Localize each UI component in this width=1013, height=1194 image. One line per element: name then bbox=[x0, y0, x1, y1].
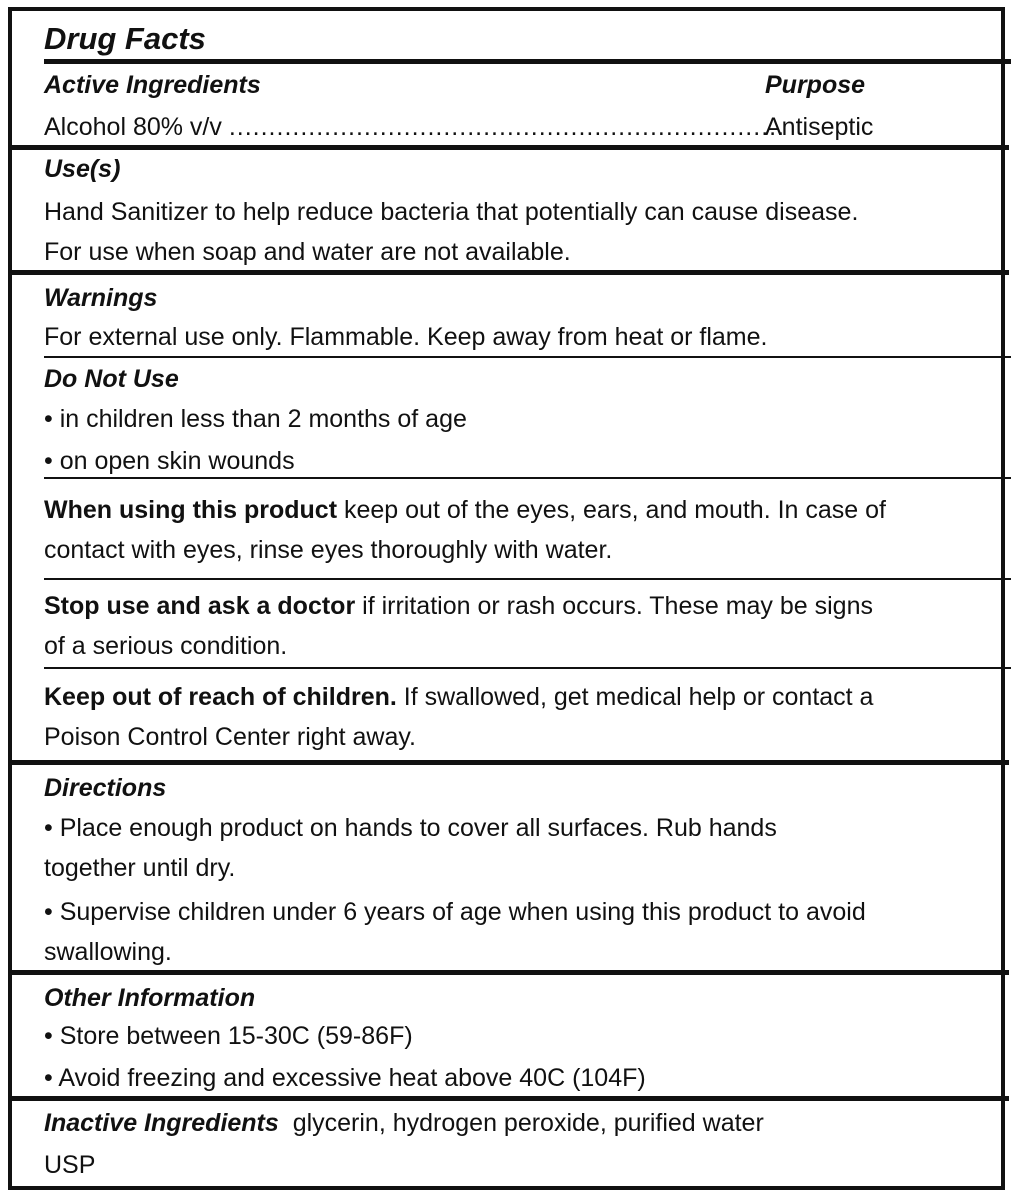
when-using-line: contact with eyes, rinse eyes thoroughly with water. bbox=[44, 536, 613, 564]
when-using-text: keep out of the eyes, ears, and mouth. In case of bbox=[337, 496, 886, 524]
divider bbox=[44, 356, 1011, 358]
when-using-label: When using this product bbox=[44, 496, 338, 524]
other-info-item: • Store between 15-30C (59-86F) bbox=[44, 1022, 413, 1050]
divider bbox=[12, 970, 1009, 975]
divider bbox=[12, 760, 1009, 765]
panel-title: Drug Facts bbox=[44, 21, 206, 56]
when-using-line bbox=[44, 490, 886, 530]
warnings-text: For external use only. Flammable. Keep away from heat or flame. bbox=[44, 323, 768, 351]
purpose-heading: Purpose bbox=[765, 71, 866, 99]
keep-out-text: If swallowed, get medical help or contact a bbox=[396, 683, 874, 711]
inactive-text: glycerin, hydrogen peroxide, purified water bbox=[278, 1109, 764, 1137]
divider bbox=[44, 578, 1011, 580]
do-not-use-item: • on open skin wounds bbox=[44, 447, 295, 475]
directions-line: • Supervise children under 6 years of age when using this product to avoid bbox=[44, 898, 866, 926]
other-info-item: • Avoid freezing and excessive heat above 40C (104F) bbox=[44, 1064, 646, 1092]
directions-heading: Directions bbox=[44, 774, 167, 802]
leader-dots: ...................................................................... bbox=[228, 113, 786, 141]
inactive-line bbox=[44, 1103, 764, 1143]
uses-heading: Use(s) bbox=[44, 155, 121, 183]
divider bbox=[44, 477, 1011, 479]
active-ingredient-row bbox=[44, 107, 786, 147]
directions-line: • Place enough product on hands to cover all surfaces. Rub hands bbox=[44, 814, 777, 842]
divider bbox=[44, 667, 1011, 669]
other-info-heading: Other Information bbox=[44, 984, 256, 1012]
stop-use-text: if irritation or rash occurs. These may be signs bbox=[355, 592, 873, 620]
directions-line: swallowing. bbox=[44, 938, 172, 966]
divider bbox=[12, 270, 1009, 275]
uses-line: For use when soap and water are not available. bbox=[44, 238, 571, 266]
keep-out-line: Poison Control Center right away. bbox=[44, 723, 416, 751]
do-not-use-item: • in children less than 2 months of age bbox=[44, 405, 467, 433]
divider bbox=[44, 59, 1011, 64]
ingredient-name: Alcohol 80% v/v bbox=[44, 113, 222, 141]
uses-line: Hand Sanitizer to help reduce bacteria that potentially can cause disease. bbox=[44, 198, 859, 226]
inactive-heading: Inactive Ingredients bbox=[44, 1109, 279, 1137]
keep-out-line bbox=[44, 677, 873, 717]
stop-use-line: of a serious condition. bbox=[44, 632, 288, 660]
drug-facts-panel bbox=[8, 7, 1005, 1190]
divider bbox=[12, 145, 1009, 150]
ingredient-purpose: Antiseptic bbox=[765, 113, 874, 141]
inactive-line: USP bbox=[44, 1151, 96, 1179]
warnings-heading: Warnings bbox=[44, 284, 158, 312]
keep-out-label: Keep out of reach of children. bbox=[44, 683, 397, 711]
stop-use-line bbox=[44, 586, 873, 626]
stop-use-label: Stop use and ask a doctor bbox=[44, 592, 356, 620]
do-not-use-heading: Do Not Use bbox=[44, 365, 179, 393]
active-ingredients-heading: Active Ingredients bbox=[44, 71, 261, 99]
divider bbox=[12, 1096, 1009, 1101]
directions-line: together until dry. bbox=[44, 854, 236, 882]
